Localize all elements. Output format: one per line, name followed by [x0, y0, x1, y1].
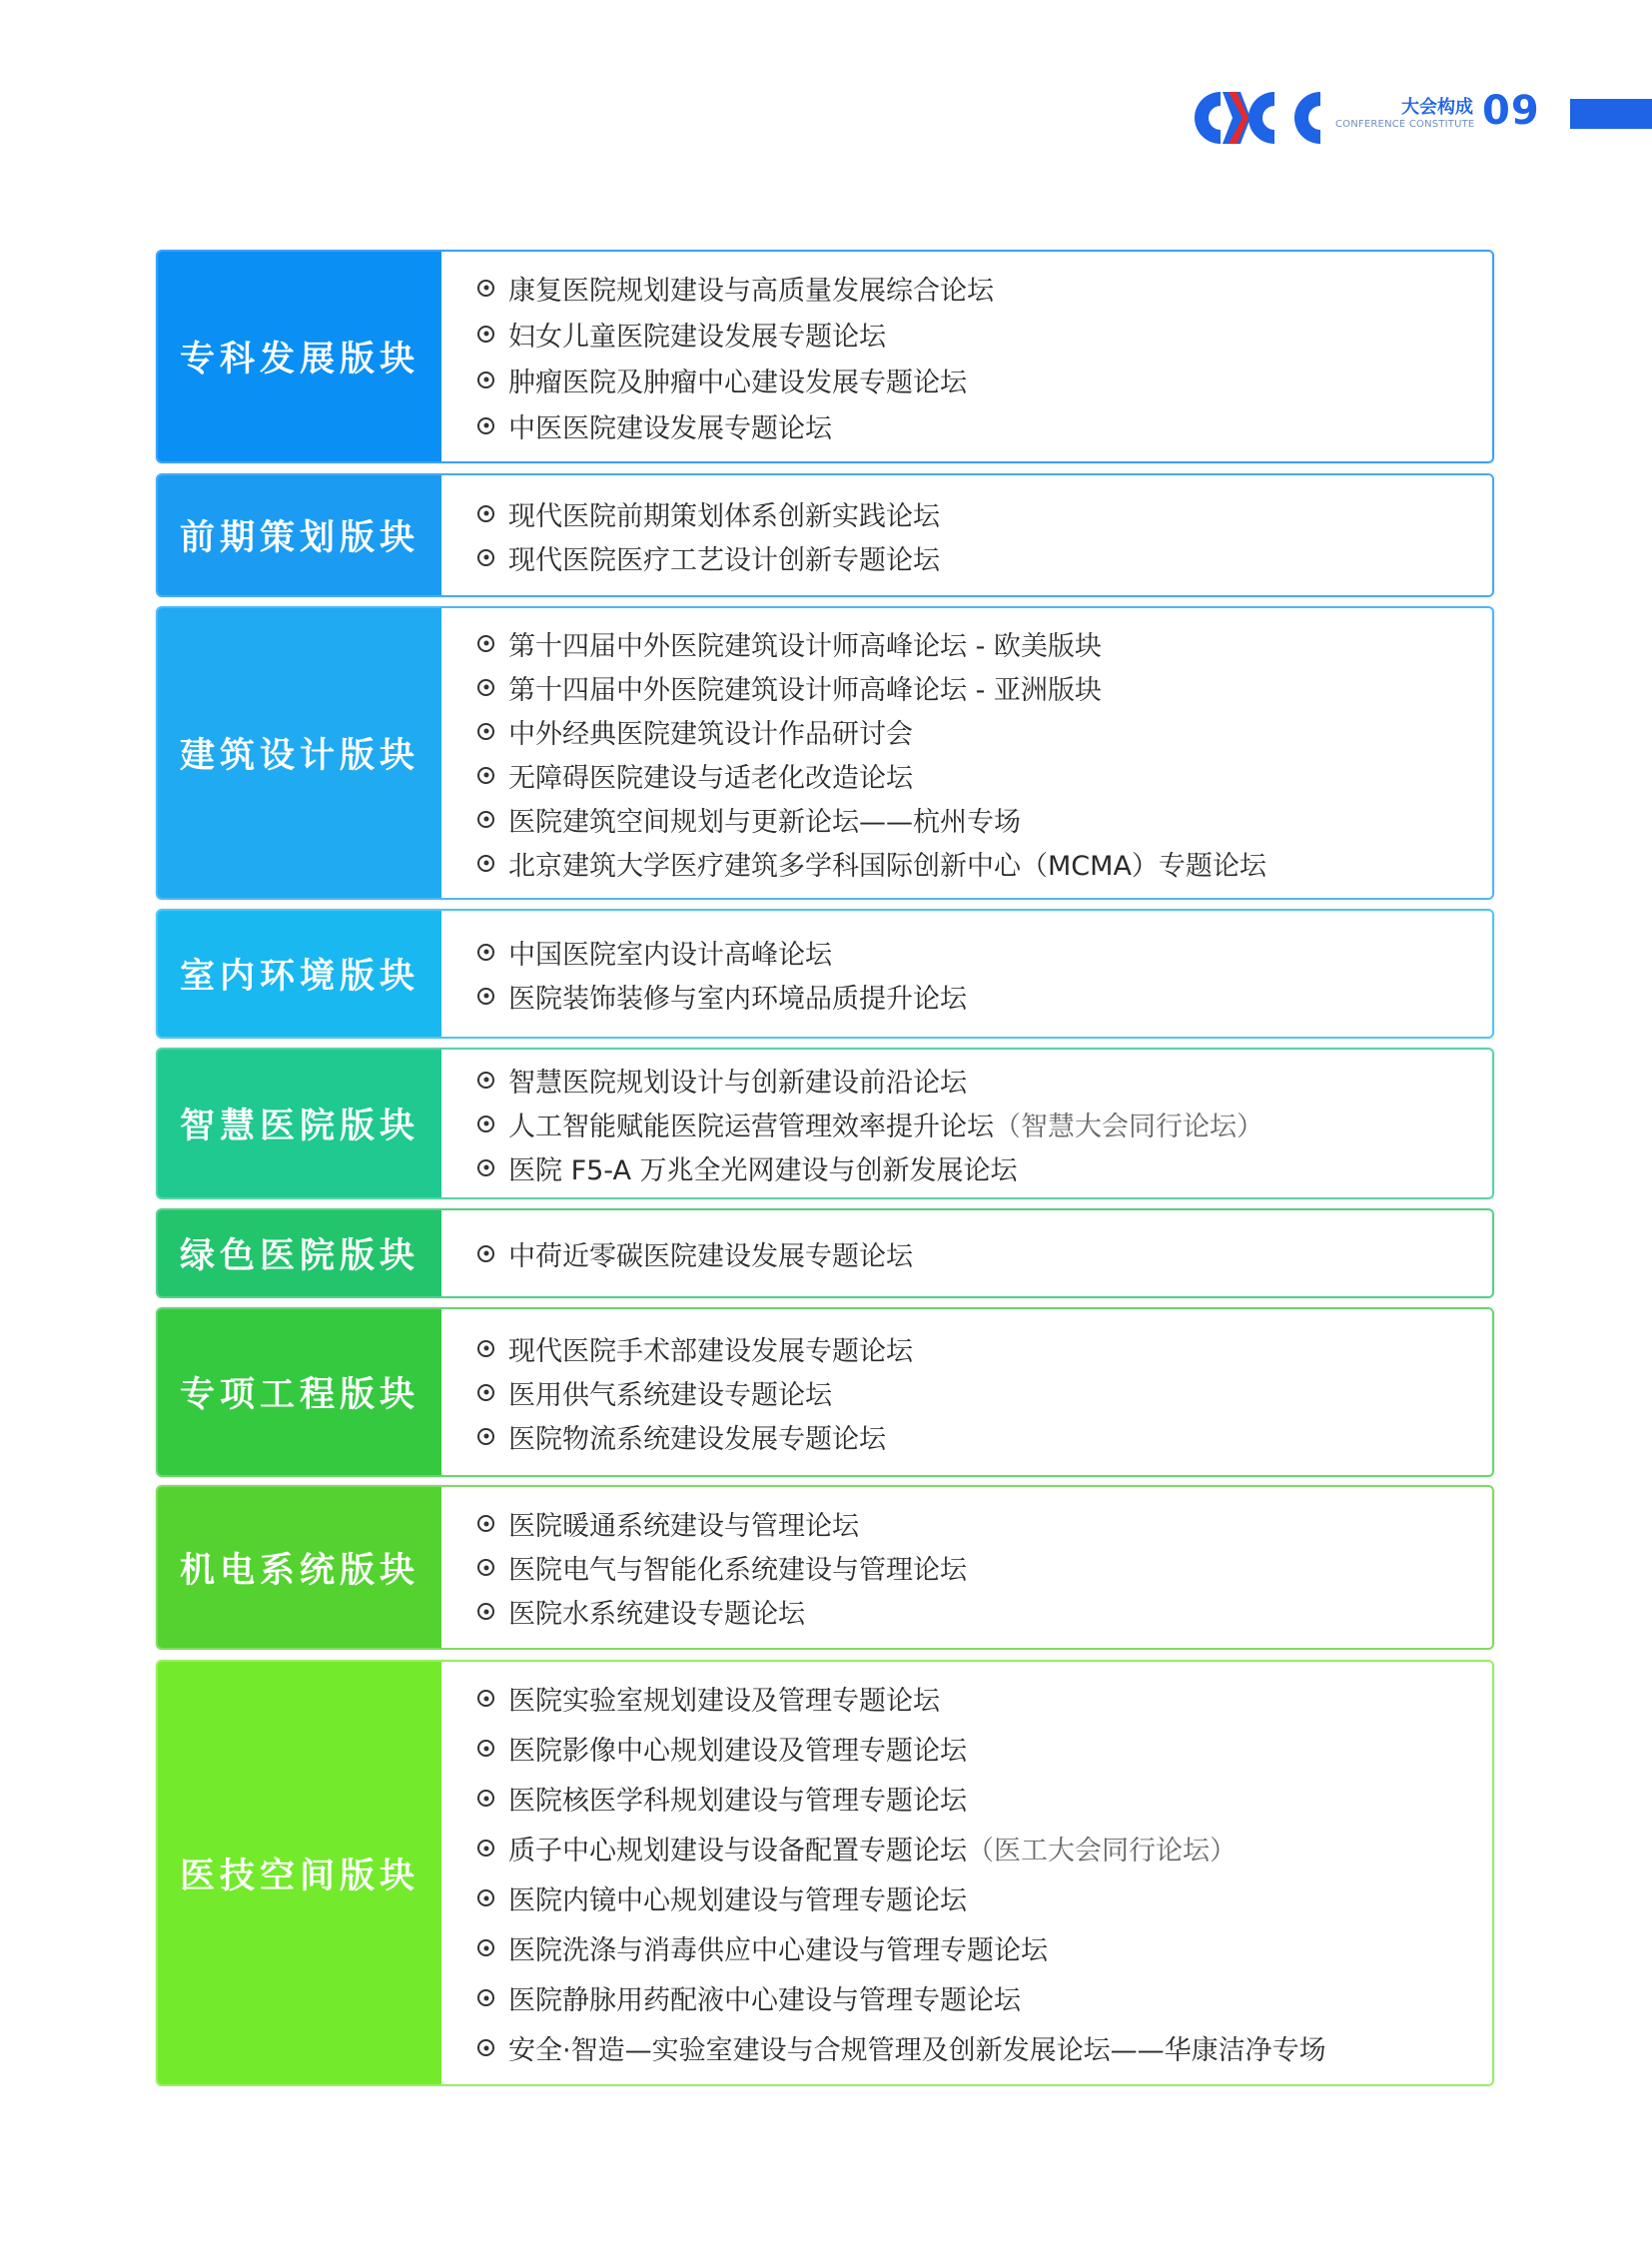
forum-item [477, 1414, 1492, 1458]
section-block [156, 473, 1494, 597]
forum-item [477, 311, 1492, 357]
forum-item-text: 医院核医学科规划建设与管理专题论坛 [508, 1786, 967, 1817]
circle-dot-bullet-icon [477, 1740, 494, 1757]
circle-dot-bullet-icon [477, 1428, 494, 1445]
forum-item [477, 974, 1492, 1018]
forum-item-text: 医院洗涤与消毒供应中心建设与管理专题论坛 [508, 1935, 1048, 1966]
forum-item [477, 1873, 1492, 1923]
circle-dot-bullet-icon [477, 944, 494, 961]
forum-item [477, 357, 1492, 402]
header-accent-bar [1570, 99, 1652, 129]
forum-item-text: 现代医院医疗工艺设计创新专题论坛 [508, 544, 940, 576]
circle-dot-bullet-icon [477, 767, 494, 784]
circle-dot-bullet-icon [477, 1939, 494, 1956]
section-block [156, 1660, 1494, 2086]
forum-item [477, 1145, 1492, 1189]
forum-item [477, 1231, 1492, 1275]
page-header [1193, 84, 1652, 152]
forum-item-text: 智慧医院规划设计与创新建设前沿论坛 [508, 1067, 967, 1099]
section-block [156, 1307, 1494, 1477]
forum-item-text: 医院水系统建设专题论坛 [508, 1599, 805, 1630]
section-items [441, 1050, 1492, 1197]
forum-item-text: 现代医院手术部建设发展专题论坛 [508, 1335, 913, 1367]
forum-item-text: 医用供气系统建设专题论坛 [508, 1379, 832, 1411]
circle-dot-bullet-icon [477, 280, 494, 297]
forum-item [477, 1824, 1492, 1873]
forum-item [477, 1102, 1492, 1145]
header-titles [1335, 97, 1473, 131]
circle-dot-bullet-icon [477, 1072, 494, 1089]
forum-item-text: 医院内镜中心规划建设与管理专题论坛 [508, 1885, 967, 1916]
section-items [441, 252, 1492, 461]
forum-item [477, 535, 1492, 579]
forum-item [477, 265, 1492, 311]
forum-item-text: 中荷近零碳医院建设发展专题论坛 [508, 1240, 913, 1272]
section-items [441, 1662, 1492, 2084]
forum-item-note: （智慧大会同行论坛） [994, 1111, 1263, 1142]
forum-item [477, 841, 1492, 885]
forum-item [477, 402, 1492, 448]
circle-dot-bullet-icon [477, 723, 494, 740]
forum-item-text: 医院物流系统建设发展专题论坛 [508, 1423, 886, 1455]
section-label: 专科发展版块 [158, 252, 441, 461]
circle-dot-bullet-icon [477, 855, 494, 872]
section-label: 绿色医院版块 [158, 1210, 441, 1296]
forum-item-text: 医院装饰装修与室内环境品质提升论坛 [508, 983, 967, 1015]
forum-item [477, 621, 1492, 665]
forum-item [477, 1326, 1492, 1370]
circle-dot-bullet-icon [477, 1384, 494, 1401]
circle-dot-bullet-icon [477, 549, 494, 566]
forum-item [477, 709, 1492, 753]
circle-dot-bullet-icon [477, 1840, 494, 1857]
forum-item-text: 医院影像中心规划建设及管理专题论坛 [508, 1736, 967, 1767]
forum-item [477, 753, 1492, 797]
forum-item [477, 1370, 1492, 1414]
cihac-logo-icon [1193, 90, 1322, 146]
header-title-en: CONFERENCE CONSTITUTE [1335, 119, 1475, 130]
circle-dot-bullet-icon [477, 2039, 494, 2056]
forum-item-text: 安全·智造—实验室建设与合规管理及创新发展论坛——华康洁净专场 [508, 2035, 1326, 2066]
forum-item-text: 医院 F5-A 万兆全光网建设与创新发展论坛 [508, 1154, 1018, 1186]
section-label: 机电系统版块 [158, 1487, 441, 1648]
forum-item [477, 2023, 1492, 2073]
circle-dot-bullet-icon [477, 1889, 494, 1906]
section-label: 智慧医院版块 [158, 1050, 441, 1197]
circle-dot-bullet-icon [477, 1116, 494, 1132]
forum-item-text: 医院实验室规划建设及管理专题论坛 [508, 1686, 940, 1717]
forum-item [477, 1674, 1492, 1724]
forum-item [477, 797, 1492, 841]
forum-item [477, 665, 1492, 709]
section-label: 室内环境版块 [158, 911, 441, 1037]
forum-item-text: 中医医院建设发展专题论坛 [508, 412, 832, 444]
circle-dot-bullet-icon [477, 1159, 494, 1176]
forum-item [477, 1058, 1492, 1102]
forum-item-text: 北京建筑大学医疗建筑多学科国际创新中心（MCMA）专题论坛 [508, 850, 1266, 882]
forum-item [477, 1923, 1492, 1973]
section-block [156, 909, 1494, 1039]
circle-dot-bullet-icon [477, 1989, 494, 2006]
circle-dot-bullet-icon [477, 417, 494, 434]
section-block [156, 1485, 1494, 1650]
forum-item [477, 930, 1492, 974]
forum-item-note: （医工大会同行论坛） [967, 1836, 1237, 1867]
section-block [156, 606, 1494, 900]
forum-item [477, 1546, 1492, 1590]
forum-item-text: 质子中心规划建设与设备配置专题论坛 [508, 1836, 967, 1867]
circle-dot-bullet-icon [477, 1340, 494, 1357]
section-items [441, 1309, 1492, 1475]
forum-item [477, 1724, 1492, 1774]
forum-item-text: 康复医院规划建设与高质量发展综合论坛 [508, 275, 994, 307]
circle-dot-bullet-icon [477, 679, 494, 696]
section-block [156, 250, 1494, 463]
circle-dot-bullet-icon [477, 505, 494, 522]
forum-item-text: 妇女儿童医院建设发展专题论坛 [508, 321, 886, 353]
section-items [441, 608, 1492, 898]
forum-item [477, 491, 1492, 535]
circle-dot-bullet-icon [477, 811, 494, 828]
forum-item-text: 第十四届中外医院建筑设计师高峰论坛 - 欧美版块 [508, 630, 1102, 662]
forum-item-text: 中国医院室内设计高峰论坛 [508, 939, 832, 971]
section-items [441, 1487, 1492, 1648]
circle-dot-bullet-icon [477, 988, 494, 1005]
forum-item-text: 中外经典医院建筑设计作品研讨会 [508, 718, 913, 750]
section-items [441, 475, 1492, 595]
forum-item-text: 肿瘤医院及肿瘤中心建设发展专题论坛 [508, 367, 967, 398]
forum-item-text: 人工智能赋能医院运营管理效率提升论坛 [508, 1111, 994, 1142]
forum-item-text: 医院静脉用药配液中心建设与管理专题论坛 [508, 1985, 1021, 2016]
circle-dot-bullet-icon [477, 1603, 494, 1620]
forum-item [477, 1774, 1492, 1824]
forum-item [477, 1973, 1492, 2023]
circle-dot-bullet-icon [477, 1515, 494, 1532]
section-block [156, 1208, 1494, 1298]
forum-item-text: 现代医院前期策划体系创新实践论坛 [508, 500, 940, 532]
section-label: 医技空间版块 [158, 1662, 441, 2084]
circle-dot-bullet-icon [477, 1690, 494, 1707]
section-items [441, 1210, 1492, 1296]
forum-item-text: 医院暖通系统建设与管理论坛 [508, 1511, 859, 1542]
page-number: 09 [1482, 88, 1540, 134]
forum-item-text: 第十四届中外医院建筑设计师高峰论坛 - 亚洲版块 [508, 674, 1102, 706]
section-label: 建筑设计版块 [158, 608, 441, 898]
forum-item-text: 医院建筑空间规划与更新论坛——杭州专场 [508, 806, 1021, 838]
header-title-cn: 大会构成 [1401, 97, 1473, 118]
circle-dot-bullet-icon [477, 372, 494, 388]
section-items [441, 911, 1492, 1037]
section-label: 专项工程版块 [158, 1309, 441, 1475]
forum-item-text: 医院电气与智能化系统建设与管理论坛 [508, 1555, 967, 1586]
section-block [156, 1048, 1494, 1199]
circle-dot-bullet-icon [477, 635, 494, 652]
circle-dot-bullet-icon [477, 1790, 494, 1807]
circle-dot-bullet-icon [477, 326, 494, 343]
forum-item-text: 无障碍医院建设与适老化改造论坛 [508, 762, 913, 794]
forum-item [477, 1502, 1492, 1546]
forum-item [477, 1590, 1492, 1634]
circle-dot-bullet-icon [477, 1245, 494, 1262]
circle-dot-bullet-icon [477, 1559, 494, 1576]
section-label: 前期策划版块 [158, 475, 441, 595]
